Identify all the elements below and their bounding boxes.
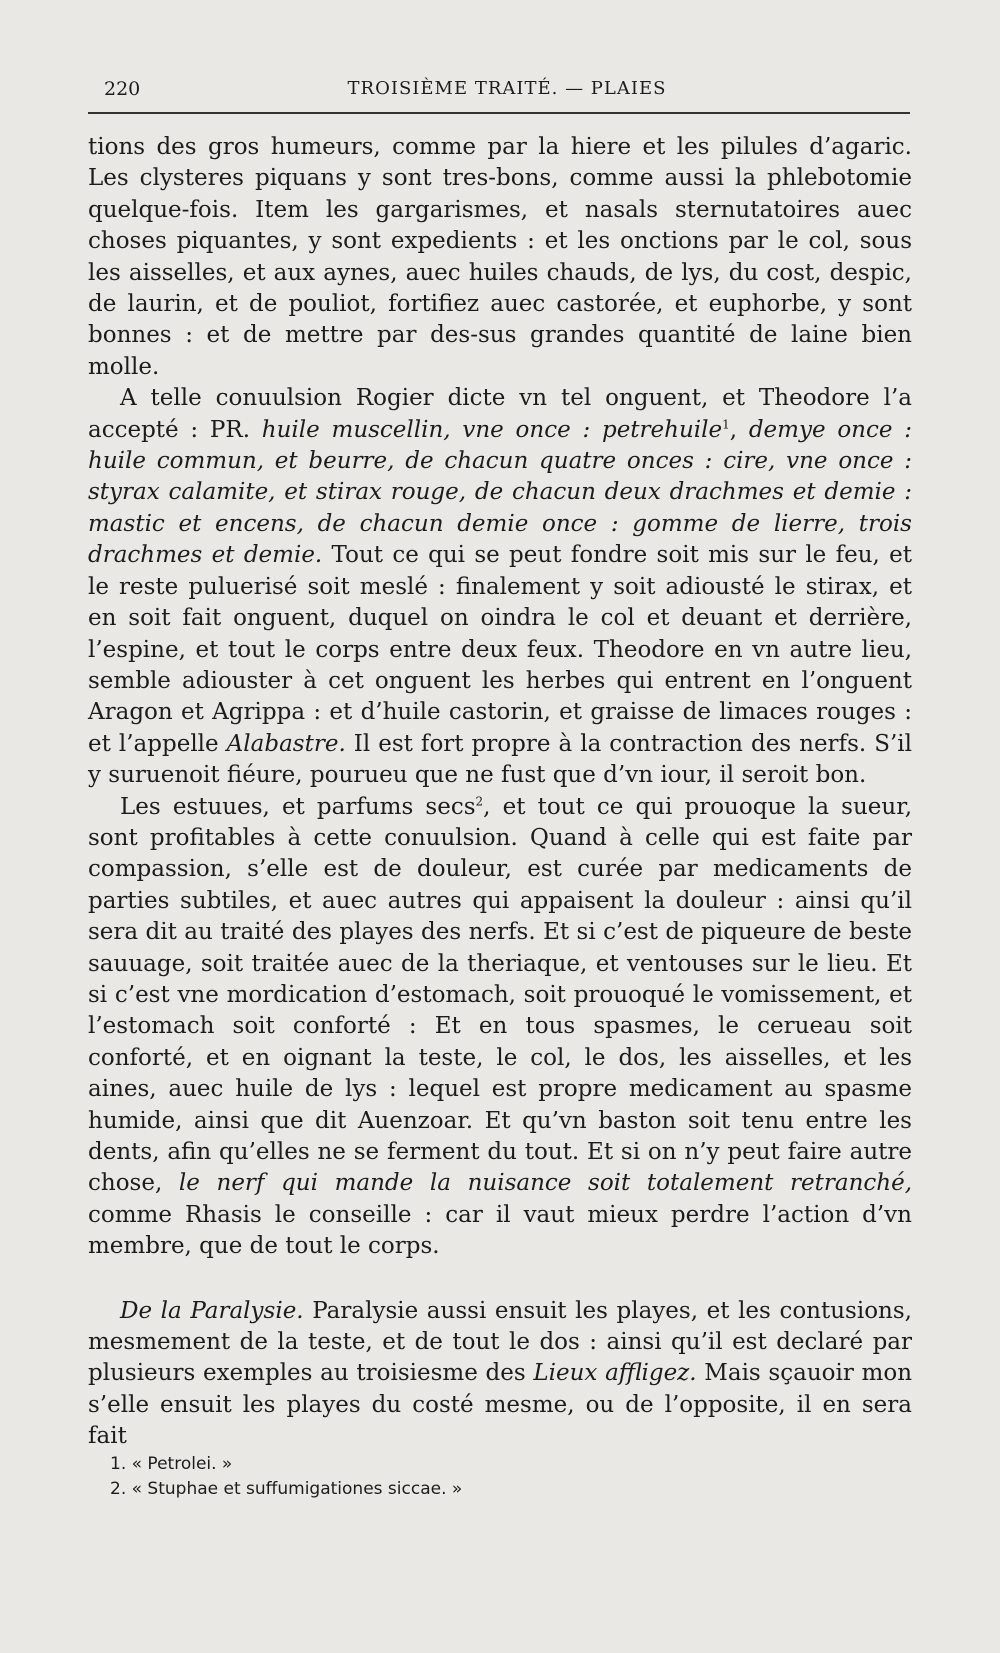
italic-text: Lieux affligez. (533, 1360, 697, 1387)
paragraph-3 (88, 792, 912, 1263)
footnotes (110, 1452, 870, 1502)
text-run: Paralysie aussi ensuit les playes, et les contusions, mesmement de la teste, et de tout le dos : ainsi qu’il est declaré par plusieurs exemples au troisiesme des (88, 1297, 912, 1387)
text-run: Mais sçauoir mon s’elle ensuit les playes du costé mesme, ou de l’opposite, il en sera fait (88, 1360, 913, 1450)
italic-text: demye once : huile commun, et beurre, de chacun quatre onces : cire, vne once : styrax calamite, et stirax rouge, de chacun deux drachmes et demie : mastic et encens, de chacun demie once : gomme de lierre, trois drachmes et demie. (88, 416, 912, 569)
main-text (88, 132, 912, 1453)
paragraph-2 (88, 383, 912, 791)
text-run: , et tout ce qui prouoque la sueur, sont profitables à cette conuulsion. Quand à celle qui est faite par compassion, s’elle est de douleur, est curée par medicaments de parties subtiles, et auec autres qui appaisent la douleur : ainsi qu’il sera dit au traité des playes des nerfs. Et si c’est de piqueure de beste sauuage, soit traitée auec de la theriaque, et ventouses sur le lieu. Et si c’est vne mordication d’estomach, soit prouoqué le vomissement, et l’estomach soit conforté : Et en tous spasmes, le cerueau soit conforté, et en oignant la teste, le col, le dos, les aisselles, et les aines, auec huile de lys : lequel est propre medicament au spasme humide, ainsi que dit Auenzoar. Et qu’vn baston soit tenu entre les dents, afin qu’elles ne se ferment du tout. Et si on n’y peut faire autre chose, (88, 793, 913, 1197)
text-run: Tout ce qui se peut fondre soit mis sur le feu, et le reste puluerisé soit meslé : finalement y soit adiousté le stirax, et en soit fait onguent, duquel on oindra le col et deuant et derrière, l’espine, et tout le corps entre deux feux. Theodore en vn autre lieu, semble adiouster à cet onguent les herbes qui entrent en l’onguent Aragon et Agrippa : et d’huile castorin, et graisse de limaces rouges : et l’appelle (88, 542, 913, 757)
italic-text: le nerf qui mande la nuisance soit totalement retranché, (178, 1170, 913, 1197)
page-number: 220 (104, 78, 141, 100)
page-header (104, 78, 910, 108)
footnote-ref: 2 (475, 793, 484, 808)
text-run: , (729, 416, 749, 443)
footnote-1: 1. « Petrolei. » (110, 1454, 233, 1474)
footnote-2: 2. « Stuphae et suffumigationes siccae. » (110, 1479, 463, 1499)
italic-text: huile muscellin, vne once : petrehuile (261, 416, 723, 443)
header-rule (88, 112, 910, 114)
text-run: tions des gros humeurs, comme par la hiere et les pilules d’agaric. Les clysteres piquans y sont tres-bons, comme aussi la phlebotomie quelque-fois. Item les gargarismes, et nasals sternutatoires auec choses piquantes, y sont expedients : et les onctions par le col, sous les aisselles, et aux aynes, auec huiles chauds, de lys, du cost, despic, de laurin, et de pouliot, fortifiez auec castorée, et euphorbe, y sont bonnes : et de mettre par des-sus grandes quantité de laine bien molle. (88, 134, 912, 380)
section-spacer (88, 1263, 912, 1296)
italic-text: Alabastre. (226, 730, 346, 757)
text-run: A telle conuulsion Rogier dicte vn tel onguent, et Theodore l’a accepté : PR. (88, 385, 912, 443)
text-run: Il est fort propre à la contraction des nerfs. S’il y suruenoit fiéure, pourueu que ne fust que d’vn iour, il seroit bon. (88, 730, 912, 789)
text-run: comme Rhasis le conseille : car il vaut mieux perdre l’action d’vn membre, que de tout le corps. (88, 1201, 912, 1260)
italic-text: De la Paralysie. (120, 1297, 304, 1324)
running-title: TROISIÈME TRAITÉ. — PLAIES (347, 78, 667, 99)
paragraph-4 (88, 1296, 912, 1453)
text-run: Les estuues, et parfums secs (120, 793, 476, 820)
paragraph-1 (88, 132, 912, 383)
footnote-ref: 1 (722, 417, 730, 431)
